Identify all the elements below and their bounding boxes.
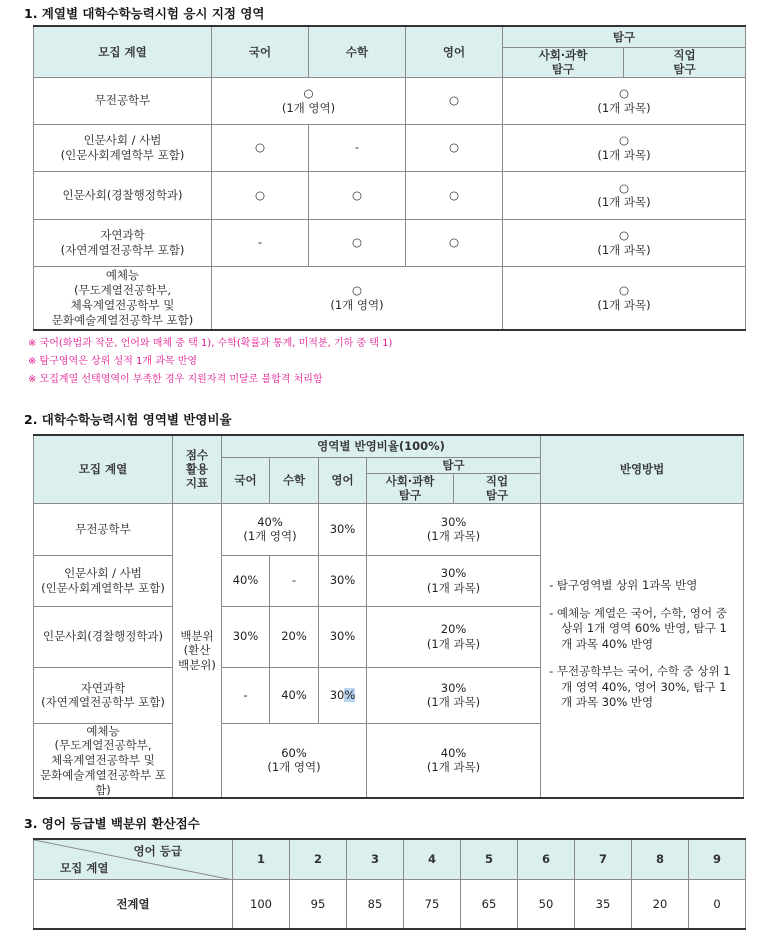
score-cell: 85 bbox=[347, 879, 404, 929]
cell-inquiry: ○ (1개 과목) bbox=[503, 266, 746, 330]
grade-header: 3 bbox=[347, 839, 404, 879]
cell-korean-math: 40% (1개 영역) bbox=[222, 503, 319, 555]
note: ※ 모집계열 선택영역이 부족한 경우 지원자격 미달로 불합격 처리함 bbox=[28, 374, 323, 385]
cell-english bbox=[319, 667, 367, 723]
cell-korean-math: ○ (1개 영역) bbox=[212, 77, 406, 124]
section1-notes bbox=[28, 335, 392, 389]
header-category: 모집 계열 bbox=[34, 26, 212, 77]
method-item: - 예체능 계열은 국어, 수학, 영어 중 상위 1개 영역 60% 반영, 탐구 1개 과목 40% 반영 bbox=[549, 605, 727, 651]
header-math: 수학 bbox=[309, 26, 406, 77]
grade-header: 6 bbox=[518, 839, 575, 879]
row-name: 예체능 (무도계열전공학부, 체육계열전공학부 및 문화예술계열전공학부 포함) bbox=[34, 266, 212, 330]
cell-math: 20% bbox=[270, 606, 319, 667]
header-english: 영어 bbox=[406, 26, 503, 77]
header-social-science: 사회·과학 탐구 bbox=[367, 473, 454, 503]
cell-score-index: 백분위 (환산 백분위) bbox=[173, 503, 222, 798]
cell-inquiry: 30% (1개 과목) bbox=[367, 555, 541, 606]
row-name: 인문사회(경찰행정학과) bbox=[34, 171, 212, 219]
header-category: 모집 계열 bbox=[34, 435, 173, 503]
section2-table bbox=[33, 434, 744, 799]
section3-title: 3. 영어 등급별 백분위 환산점수 bbox=[24, 816, 200, 831]
cell-math: 40% bbox=[270, 667, 319, 723]
method-item: - 무전공학부는 국어, 수학 중 상위 1개 영역 40%, 영어 30%, 탐구 1개 과목 30% 반영 bbox=[549, 664, 731, 710]
cell-inquiry: 20% (1개 과목) bbox=[367, 606, 541, 667]
score-cell: 0 bbox=[689, 879, 746, 929]
grade-header: 8 bbox=[632, 839, 689, 879]
cell-inquiry: 30% (1개 과목) bbox=[367, 503, 541, 555]
cell-math: - bbox=[309, 124, 406, 171]
corner-bottom-label: 모집 계열 bbox=[60, 861, 109, 876]
cell-english: 30% bbox=[319, 555, 367, 606]
header-inquiry: 탐구 bbox=[367, 457, 541, 473]
cell-korean-math-english: 60% (1개 영역) bbox=[222, 723, 367, 798]
cell-korean: 30% bbox=[222, 606, 270, 667]
cell-inquiry: ○ (1개 과목) bbox=[503, 124, 746, 171]
method-cell bbox=[541, 503, 744, 798]
cell-inquiry: ○ (1개 과목) bbox=[503, 219, 746, 266]
header-math: 수학 bbox=[270, 457, 319, 503]
grade-header: 1 bbox=[233, 839, 290, 879]
grade-header: 4 bbox=[404, 839, 461, 879]
cell-english: ○ bbox=[406, 219, 503, 266]
english-value: 30 bbox=[329, 687, 345, 702]
row-name: 자연과학 (자연계열전공학부 포함) bbox=[34, 667, 173, 723]
row-name: 예체능 (무도계열전공학부, 체육계열전공학부 및 문화예술계열전공학부 포함) bbox=[34, 723, 173, 798]
corner-top-label: 영어 등급 bbox=[133, 844, 182, 858]
note: ※ 국어(화법과 작문, 언어와 매체 중 택 1), 수학(확률과 통계, 미적분, 기하 중 택 1) bbox=[28, 338, 393, 349]
cell-english: ○ bbox=[406, 171, 503, 219]
score-cell: 65 bbox=[461, 879, 518, 929]
note: ※ 탐구영역은 상위 성적 1개 과목 반영 bbox=[28, 356, 198, 367]
corner-header bbox=[34, 839, 233, 879]
text-selection-highlight[interactable]: % bbox=[344, 687, 356, 702]
cell-inquiry: ○ (1개 과목) bbox=[503, 171, 746, 219]
section3-table bbox=[33, 838, 746, 930]
header-score-index: 점수 활용 지표 bbox=[173, 435, 222, 503]
cell-english: 30% bbox=[319, 503, 367, 555]
score-cell: 75 bbox=[404, 879, 461, 929]
header-inquiry: 탐구 bbox=[503, 26, 746, 47]
section1-table bbox=[33, 25, 746, 331]
cell-korean: ○ bbox=[212, 124, 309, 171]
header-method: 반영방법 bbox=[541, 435, 744, 503]
cell-korean-math-english: ○ (1개 영역) bbox=[212, 266, 503, 330]
cell-korean: - bbox=[212, 219, 309, 266]
method-item: - 탐구영역별 상위 1과목 반영 bbox=[549, 578, 698, 593]
score-cell: 95 bbox=[290, 879, 347, 929]
header-english: 영어 bbox=[319, 457, 367, 503]
cell-korean: - bbox=[222, 667, 270, 723]
section2-title: 2. 대학수학능력시험 영역별 반영비율 bbox=[24, 412, 232, 427]
cell-inquiry: 40% (1개 과목) bbox=[367, 723, 541, 798]
cell-inquiry: 30% (1개 과목) bbox=[367, 667, 541, 723]
grade-header: 7 bbox=[575, 839, 632, 879]
row-name: 인문사회 / 사범 (인문사회계열학부 포함) bbox=[34, 555, 173, 606]
header-korean: 국어 bbox=[222, 457, 270, 503]
cell-english: ○ bbox=[406, 124, 503, 171]
grade-header: 2 bbox=[290, 839, 347, 879]
row-name: 무전공학부 bbox=[34, 77, 212, 124]
section1-title: 1. 계열별 대학수학능력시험 응시 지정 영역 bbox=[24, 6, 265, 21]
cell-math: - bbox=[270, 555, 319, 606]
score-cell: 100 bbox=[233, 879, 290, 929]
cell-english: ○ bbox=[406, 77, 503, 124]
header-social-science: 사회·과학 탐구 bbox=[503, 47, 624, 77]
cell-korean: 40% bbox=[222, 555, 270, 606]
score-cell: 35 bbox=[575, 879, 632, 929]
header-vocational: 직업 탐구 bbox=[624, 47, 746, 77]
row-name: 인문사회(경찰행정학과) bbox=[34, 606, 173, 667]
header-korean: 국어 bbox=[212, 26, 309, 77]
grade-header: 9 bbox=[689, 839, 746, 879]
header-vocational: 직업 탐구 bbox=[454, 473, 541, 503]
score-cell: 20 bbox=[632, 879, 689, 929]
grade-header: 5 bbox=[461, 839, 518, 879]
row-name: 자연과학 (자연계열전공학부 포함) bbox=[34, 219, 212, 266]
header-ratio: 영역별 반영비율(100%) bbox=[222, 435, 541, 457]
row-name: 인문사회 / 사범 (인문사회계열학부 포함) bbox=[34, 124, 212, 171]
cell-inquiry: ○ (1개 과목) bbox=[503, 77, 746, 124]
cell-math: ○ bbox=[309, 171, 406, 219]
cell-english: 30% bbox=[319, 606, 367, 667]
row-name: 무전공학부 bbox=[34, 503, 173, 555]
cell-korean: ○ bbox=[212, 171, 309, 219]
cell-math: ○ bbox=[309, 219, 406, 266]
row-label: 전계열 bbox=[34, 879, 233, 929]
score-cell: 50 bbox=[518, 879, 575, 929]
